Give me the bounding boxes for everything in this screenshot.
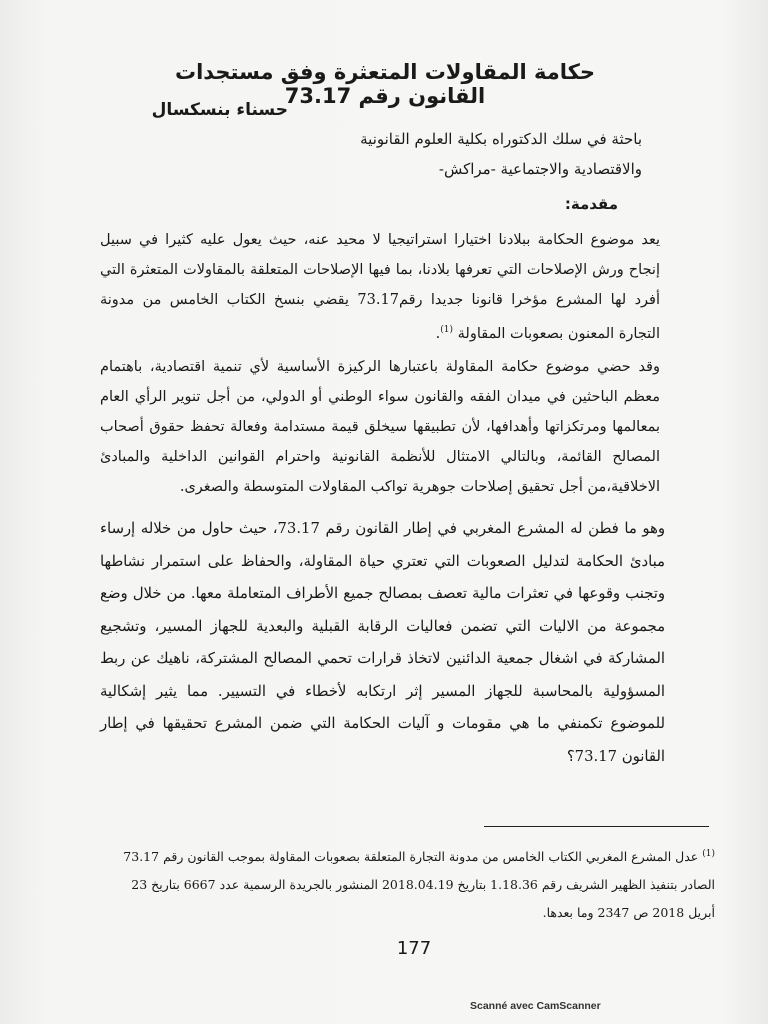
author-affiliation-line1: باحثة في سلك الدكتوراه بكلية العلوم القانونية xyxy=(360,130,642,148)
scanner-watermark: Scanné avec CamScanner xyxy=(470,1000,601,1012)
footnote xyxy=(105,840,715,927)
footnote-divider xyxy=(484,826,709,827)
footnote-reference[interactable]: (1) xyxy=(440,325,454,335)
section-heading-intro: مقدمة: xyxy=(564,195,618,213)
footnote-text: عدل المشرع المغربي الكتاب الخامس من مدونة التجارة المتعلقة بصعوبات المقاولة بموجب القانون رقم 73.17 الصادر بتنفيذ الظهير الشريف رقم 1.18.36 بتاريخ 2018.04.19 المنشور بالجريدة الرسمية عدد 6667 بتاريخ 23 أبريل 2018 ص 2347 وما بعدها. xyxy=(123,849,715,921)
paragraph-1-text: يعد موضوع الحكامة ببلادنا اختيارا استراتيجيا لا محيد عنه، حيث يعول عليه كثيرا في سبيل إنجاح ورش الإصلاحات التي تعرفها بلادنا، بما فيها الإصلاحات المتعلقة بالمقاولات المتعثرة التي أفرد لها المشرع مؤخرا قانونا جديدا رقم73.17 يقضي بنسخ الكتاب الخامس من مدونة التجارة المعنون بصعوبات المقاولة xyxy=(100,232,661,342)
paragraph-3: وهو ما فطن له المشرع المغربي في إطار القانون رقم 73.17، حيث حاول من خلاله إرساء مبادئ الحكامة لتدليل الصعوبات التي تعتري حياة المقاولة، والحفاظ على استمرار نشاطها وتجنب وقوعها في تعثرات مالية تعصف بمصالح جميع الأطراف المتعاملة معها. من خلال وضع مجموعة من الاليات التي تضمن فعاليات الرقابة القبلية والبعدية للجهاز المسير، وتشجيع المشاركة في اشغال جمعية الدائنين لاتخاذ قرارات تحمي المصالح المشتركة، ناهيك عن ربط المسؤولية بالمحاسبة للجهاز المسير إثر ارتكابه لأخطاء في التسيير. مما يثير إشكالية للموضوع تكمنفي ما هي مقومات و آليات الحكامة التي ضمن المشرع تحقيقها في إطار القانون 73.17؟ xyxy=(100,520,666,765)
footnote-marker: (1) xyxy=(702,849,715,859)
paragraph-1: يعد موضوع الحكامة ببلادنا اختيارا استراتيجيا لا محيد عنه، حيث يعول عليه كثيرا في سبيل إنجاح ورش الإصلاحات التي تعرفها بلادنا، بما فيها الإصلاحات المتعلقة بالمقاولات المتعثرة التي أفرد لها المشرع مؤخرا قانونا جديدا رقم73.17 يقضي بنسخ الكتاب الخامس من مدونة التجارة المعنون بصعوبات المقاولة $^{(1)}$. xyxy=(100,232,661,342)
author-affiliation-line2: والاقتصادية والاجتماعية -مراكش- xyxy=(438,160,642,178)
paragraph-2: وقد حضي موضوع حكامة المقاولة باعتبارها الركيزة الأساسية لأي تنمية اقتصادية، باهتمام معظم الباحثين في ميدان الفقه والقانون سواء الوطني أو الدولي، من أجل تنوير الرأي العام بمعالمها ومرتكزاتها وأهدافها، لأن تطبيقها سيخلق قيمة مستدامة وفعالة تحفظ حقوق أصحاب المصالح القائمة، وبالتالي الامتثال للأنظمة القانونية واحترام القوانين الداخلية والمبادئ الاخلاقية،من أجل تحقيق إصلاحات جوهرية تواكب المقاولات المتوسطة والصغرى. xyxy=(100,359,660,495)
author-name: حسناء بنسكسال xyxy=(151,100,288,120)
page-number: 177 xyxy=(396,938,432,959)
article-title: حكامة المقاولات المتعثرة وفق مستجدات القانون رقم 73.17 xyxy=(174,60,596,108)
